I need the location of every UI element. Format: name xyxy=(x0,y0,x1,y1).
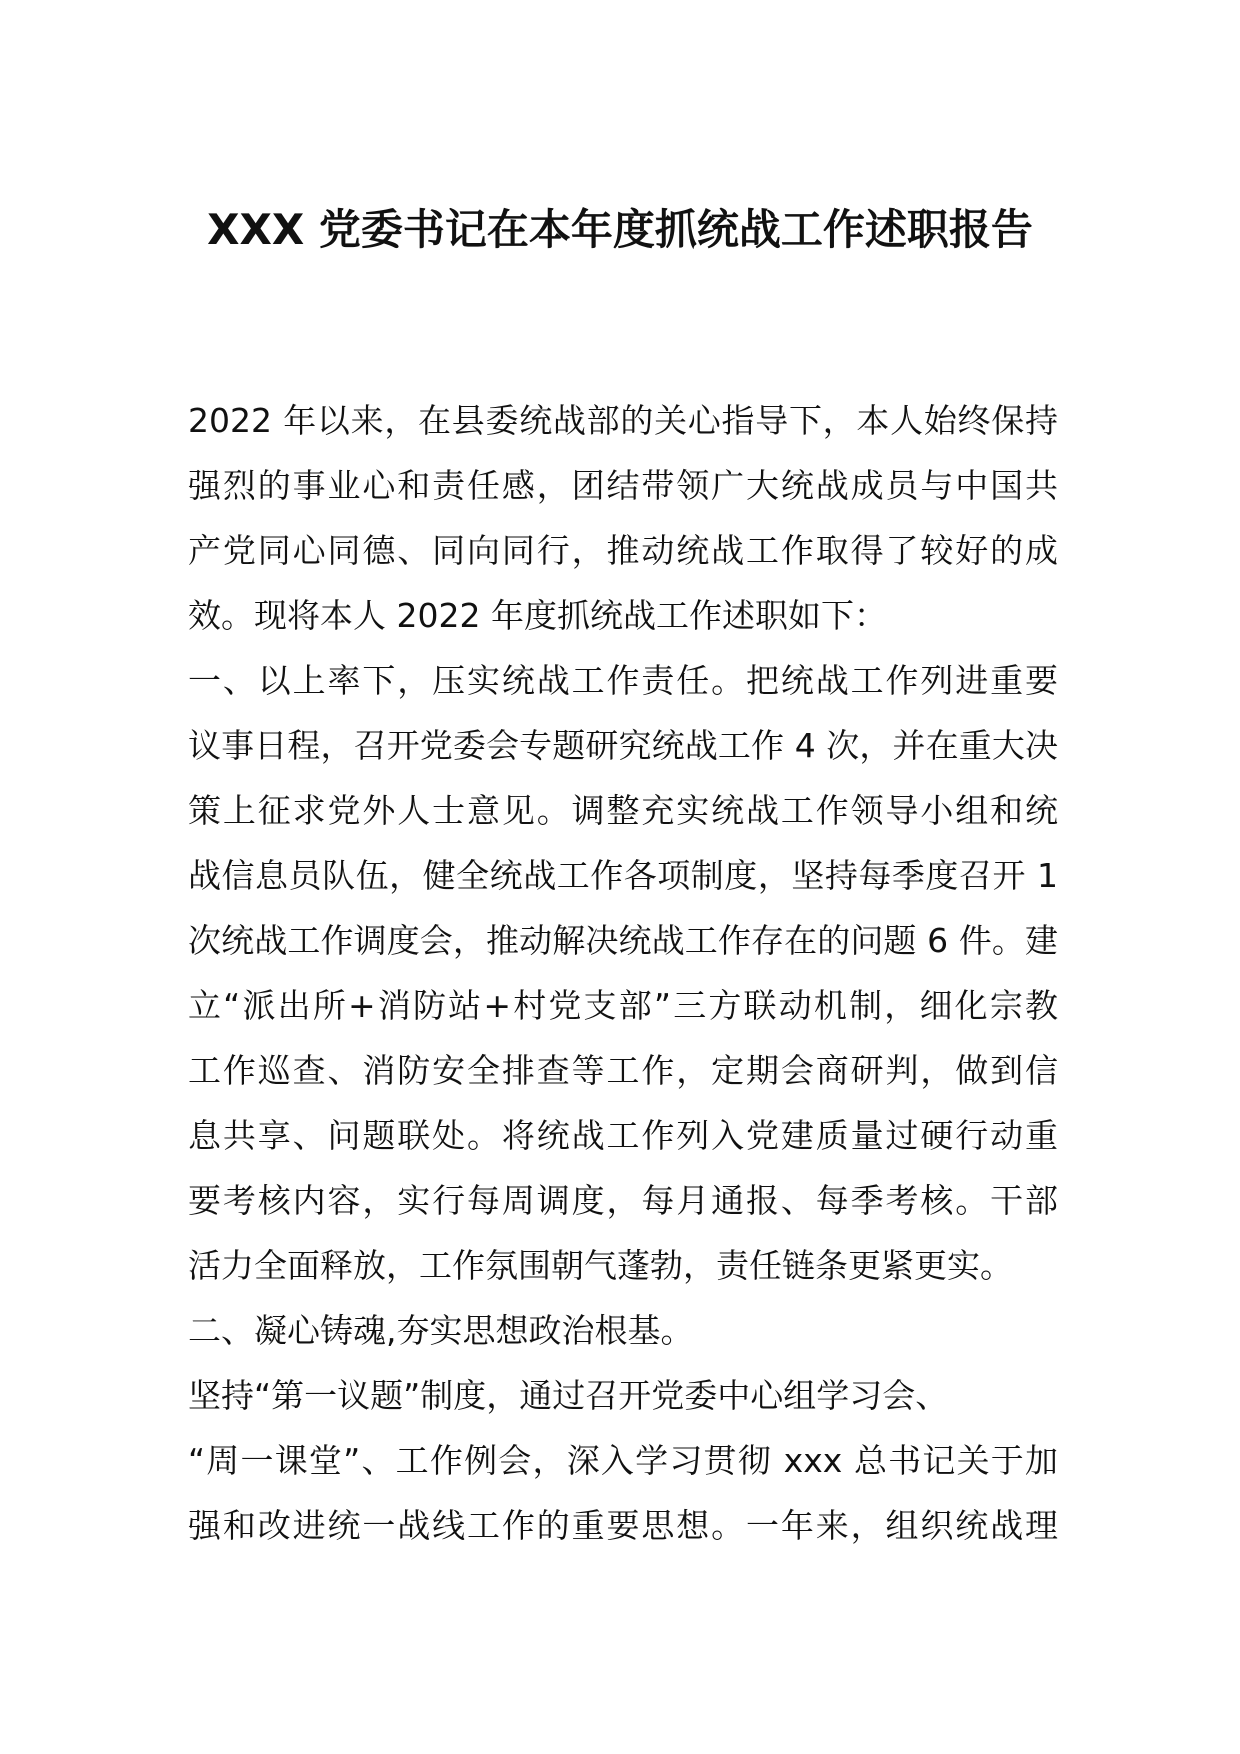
body-line: 强和改进统一战线工作的重要思想。一年来，组织统战理 xyxy=(188,1506,1058,1545)
body-line: 要考核内容，实行每周调度，每月通报、每季考核。干部 xyxy=(188,1181,1058,1220)
body-line: 2022 年以来，在县委统战部的关心指导下，本人始终保持 xyxy=(188,401,1058,440)
body-line: 活力全面释放，工作氛围朝气蓬勃，责任链条更紧更实。 xyxy=(188,1246,1013,1285)
body-line: 产党同心同德、同向同行，推动统战工作取得了较好的成 xyxy=(188,531,1058,570)
body-line: 立“派出所+消防站+村党支部”三方联动机制，细化宗教 xyxy=(188,986,1058,1025)
body-line: 战信息员队伍，健全统战工作各项制度，坚持每季度召开 1 xyxy=(188,856,1058,895)
document-body xyxy=(188,388,1058,1558)
body-line: 议事日程，召开党委会专题研究统战工作 4 次，并在重大决 xyxy=(188,726,1058,765)
body-line: “周一课堂”、工作例会，深入学习贯彻 xxx 总书记关于加 xyxy=(188,1441,1058,1480)
body-line: 强烈的事业心和责任感，团结带领广大统战成员与中国共 xyxy=(188,466,1058,505)
body-line: 坚持“第一议题”制度，通过召开党委中心组学习会、 xyxy=(188,1376,949,1415)
body-line: 二、凝心铸魂,夯实思想政治根基。 xyxy=(188,1311,694,1350)
body-line: 一、以上率下，压实统战工作责任。把统战工作列进重要 xyxy=(188,661,1058,700)
body-line: 工作巡查、消防安全排查等工作，定期会商研判，做到信 xyxy=(188,1051,1058,1090)
document-title: XXX 党委书记在本年度抓统战工作述职报告 xyxy=(207,205,1033,254)
body-line: 息共享、问题联处。将统战工作列入党建质量过硬行动重 xyxy=(188,1116,1058,1155)
body-line: 次统战工作调度会，推动解决统战工作存在的问题 6 件。建 xyxy=(188,921,1058,960)
body-line: 效。现将本人 2022 年度抓统战工作述职如下： xyxy=(188,596,887,635)
body-line: 策上征求党外人士意见。调整充实统战工作领导小组和统 xyxy=(188,791,1058,830)
